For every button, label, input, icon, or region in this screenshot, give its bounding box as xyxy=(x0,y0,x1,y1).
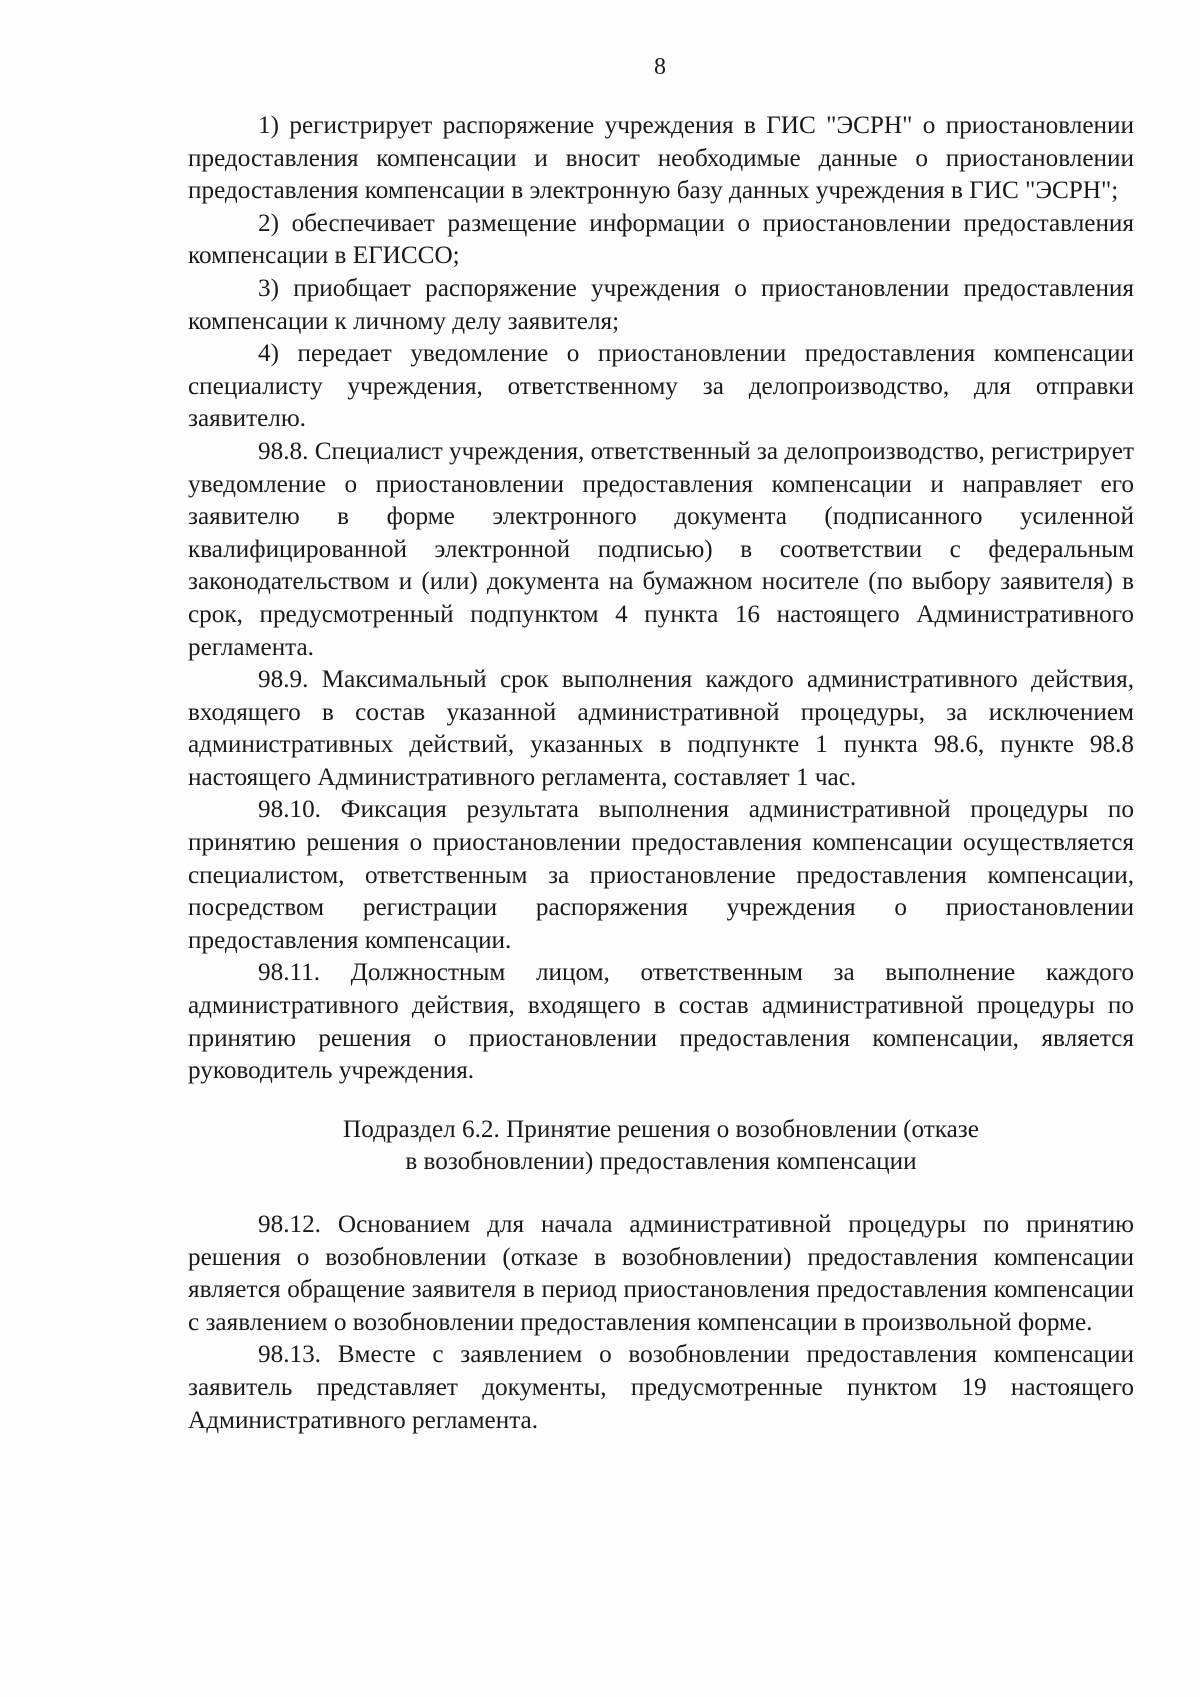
page-number: 8 xyxy=(654,54,666,80)
paragraph-98-10: 98.10. Фиксация результата выполнения административной процедуры по принятию решения о приостановлении предоставления компенсации осуществляется специалистом, ответственным за приостановление предоставления компенсации, посредством регистрации распоряжения учреждения о приостановлении предоставления компенсации. xyxy=(188,796,1134,954)
paragraph-item-2: 2) обеспечивает размещение информации о приостановлении предоставления компенсации в ЕГИССО; xyxy=(188,209,1134,270)
paragraph-98-11: 98.11. Должностным лицом, ответственным за выполнение каждого административного действия, входящего в состав административной процедуры по принятию решения о приостановлении предоставления компенсации, является руководитель учреждения. xyxy=(188,959,1134,1085)
paragraph-98-8: 98.8. Специалист учреждения, ответственный за делопроизводство, регистрирует уведомление о приостановлении предоставления компенсации и направляет его заявителю в форме электронного документа (подписанного усиленной квалифицированной электронной подписью) в соответствии с федеральным законодательством и (или) документа на бумажном носителе (по выбору заявителя) в срок, предусмотренный подпунктом 4 пункта 16 настоящего Административного регламента. xyxy=(188,437,1134,661)
subsection-heading xyxy=(188,1114,1134,1179)
subsection-heading-line-2: в возобновлении) предоставления компенсации xyxy=(405,1148,917,1176)
paragraph-98-9: 98.9. Максимальный срок выполнения каждого административного действия, входящего в состав указанной административной процедуры, за исключением административных действий, указанных в подпункте 1 пункта 98.6, пункте 98.8 настоящего Административного регламента, составляет 1 час. xyxy=(188,666,1134,791)
paragraph-item-4: 4) передает уведомление о приостановлении предоставления компенсации специалисту учреждения, ответственному за делопроизводство, для отправки заявителю. xyxy=(188,340,1134,433)
document-body xyxy=(188,110,1134,1437)
paragraph-98-13: 98.13. Вместе с заявлением о возобновлении предоставления компенсации заявитель представляет документы, предусмотренные пунктом 19 настоящего Административного регламента. xyxy=(188,1341,1134,1434)
paragraph-item-3: 3) приобщает распоряжение учреждения о приостановлении предоставления компенсации к личному делу заявителя; xyxy=(188,274,1134,335)
paragraph-item-1: 1) регистрирует распоряжение учреждения в ГИС "ЭСРН" о приостановлении предоставления компенсации и вносит необходимые данные о приостановлении предоставления компенсации в электронную базу данных учреждения в ГИС "ЭСРН"; xyxy=(188,112,1134,205)
subsection-heading-line-1: Подраздел 6.2. Принятие решения о возобновлении (отказе xyxy=(343,1115,979,1143)
paragraph-98-12: 98.12. Основанием для начала административной процедуры по принятию решения о возобновлении (отказе в возобновлении) предоставления компенсации является обращение заявителя в период приостановления предоставления компенсации с заявлением о возобновлении предоставления компенсации в произвольной форме. xyxy=(188,1211,1134,1336)
